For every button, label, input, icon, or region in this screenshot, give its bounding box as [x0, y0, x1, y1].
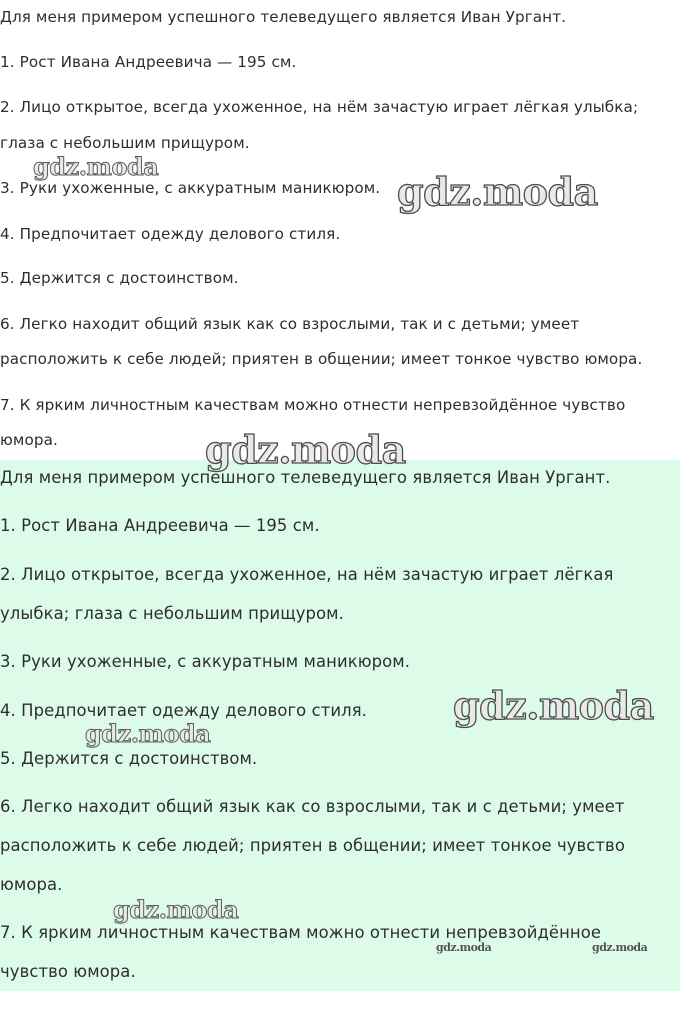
text-line: 3. Руки ухоженные, с аккуратным маникюром. [0, 179, 381, 197]
watermark: gdz.moda [397, 169, 598, 214]
text-line: 1. Рост Ивана Андреевича — 195 см. [0, 53, 297, 71]
text-line: 6. Легко находит общий язык как со взрослыми, так и с детьми; умеет [0, 315, 580, 333]
text-line: 5. Держится с достоинством. [0, 269, 239, 287]
watermark: gdz.moda [33, 152, 159, 181]
text-line: 7. К ярким личностным качествам можно отнести непревзойдённое чувство [0, 396, 626, 414]
watermark: gdz.moda [592, 941, 648, 954]
text-line: Для меня примером успешного телеведущего является Иван Ургант. [0, 8, 567, 26]
text-line: 3. Руки ухоженные, с аккуратным маникюром. [0, 652, 411, 671]
text-line: 6. Легко находит общий язык как со взрослыми, так и с детьми; умеет [0, 797, 625, 816]
text-line: 5. Держится с достоинством. [0, 749, 258, 768]
watermark: gdz.moda [205, 427, 406, 472]
text-line: расположить к себе людей; приятен в общении; имеет тонкое чувство юмора. [0, 350, 643, 368]
text-line: 4. Предпочитает одежду делового стиля. [0, 225, 341, 243]
watermark: gdz.moda [85, 719, 211, 748]
text-line: 2. Лицо открытое, всегда ухоженное, на нём зачастую играет лёгкая [0, 565, 614, 584]
text-line: расположить к себе людей; приятен в общении; имеет тонкое чувство [0, 836, 625, 855]
text-line: 1. Рост Ивана Андреевича — 195 см. [0, 516, 320, 535]
watermark: gdz.moda [436, 941, 492, 954]
watermark: gdz.moda [113, 895, 239, 924]
text-line: Для меня примером успешного телеведущего является Иван Ургант. [0, 468, 611, 487]
text-line: глаза с небольшим прищуром. [0, 134, 250, 152]
text-line: юмора. [0, 875, 63, 894]
text-line: чувство юмора. [0, 962, 136, 981]
text-line: юмора. [0, 431, 58, 449]
text-line: 2. Лицо открытое, всегда ухоженное, на нём зачастую играет лёгкая улыбка; [0, 98, 639, 116]
text-line: 7. К ярким личностным качествам можно отнести непревзойдённое [0, 923, 602, 942]
watermark: gdz.moda [453, 683, 654, 728]
text-line: улыбка; глаза с небольшим прищуром. [0, 604, 344, 623]
text-line: 4. Предпочитает одежду делового стиля. [0, 701, 367, 720]
